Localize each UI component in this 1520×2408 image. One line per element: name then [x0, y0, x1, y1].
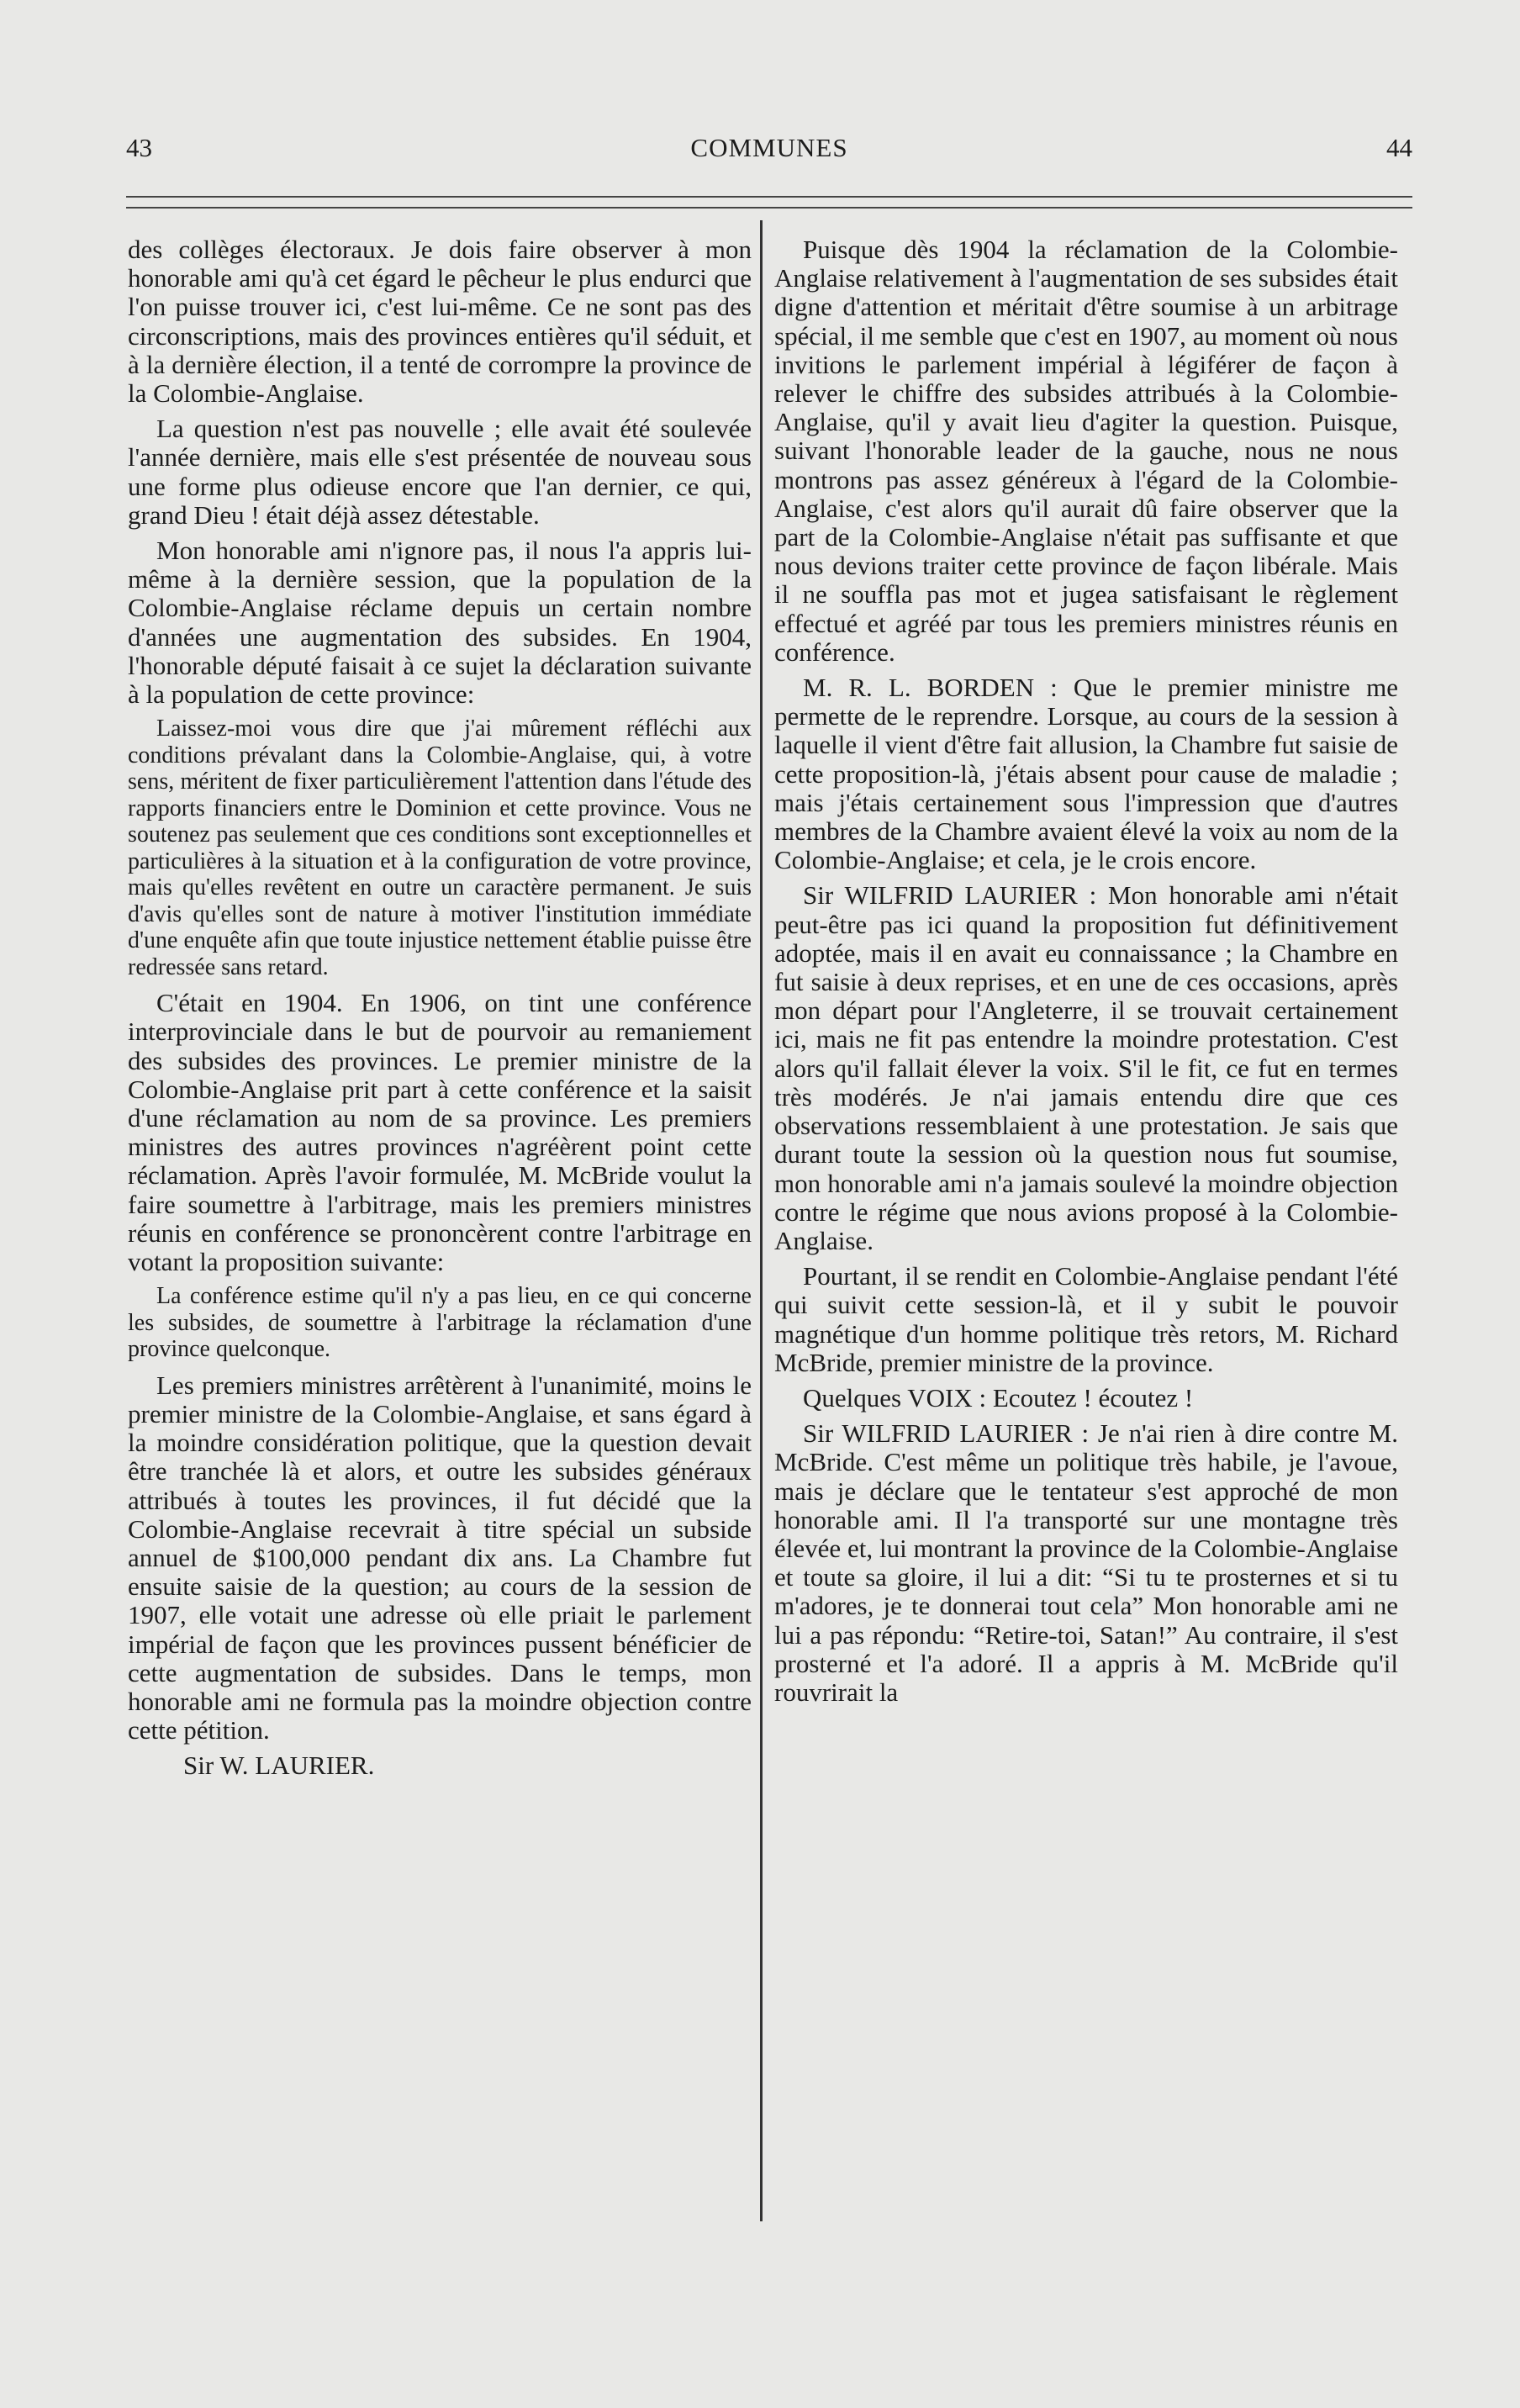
interjection: Quelques VOIX : Ecoutez ! écoutez ! — [803, 1382, 1194, 1413]
paragraph: Pourtant, il se rendit en Colombie-Anglaise pendant l'été qui suivit cette session-là, et il y subit le pouvoir magnétique d'un homme politique très retors, M. Richard McBride, premier ministre de la province. — [774, 1261, 1398, 1377]
paragraph: La question n'est pas nouvelle ; elle avait été soulevée l'année dernière, mais elle s'est présentée de nouveau sous une forme plus odieuse encore que l'an dernier, ce qui, grand Dieu ! était déjà assez détestable. — [128, 414, 752, 530]
page-header — [126, 126, 1412, 168]
quotation: Laissez-moi vous dire que j'ai mûrement réfléchi aux conditions prévalant dans la Colombie-Anglaise, qui, à votre sens, méritent de fixer particulièrement l'attention dans l'étude des rapports financiers entre le Dominion et cette province. Vous ne soutenez pas seulement que ces conditions sont exceptionnelles et particulières à la situation et à la configuration de votre province, mais qu'elles revêtent en outre un caractère permanent. Je suis d'avis qu'elles sont de nature à motiver l'institution immédiate d'une enquête afin que toute injustice nettement établie puisse être redressée sans retard. — [128, 716, 752, 980]
quotation: La conférence estime qu'il n'y a pas lieu, en ce qui concerne les subsides, de soumettre à l'arbitrage la réclamation d'une province quelconque. — [128, 1283, 752, 1363]
column-divider — [760, 220, 763, 2221]
paragraph: Mon honorable ami n'ignore pas, il nous l'a appris lui-même à la dernière session, que la population de la Colombie-Anglaise réclame depuis un certain nombre d'années une augmentation des subsides. En 1904, l'honorable député faisait à ce sujet la déclaration suivante à la population de cette province: — [128, 536, 752, 710]
right-column — [774, 235, 1398, 1714]
running-title: COMMUNES — [690, 133, 848, 162]
speech-laurier: Sir WILFRID LAURIER : Mon honorable ami n'était peut-être pas ici quand la proposition fut définitivement adoptée, mais il en avait eu connaissance ; la Chambre en fut saisie à deux reprises, et en une de ces occasions, après mon départ pour l'Angleterre, il se trouvait certainement ici, mais ne fit pas entendre la moindre protestation. C'est alors qu'il fallait élever la voix. S'il le fit, ce fut en termes très modérés. Je n'ai jamais entendu dire que ces observations ressemblaient à une protestation. Je sais que durant toute la session où la question nous fut soumise, mon honorable ami n'a jamais soulevé la moindre objection contre le régime que nous avions proposé à la Colombie-Anglaise. — [774, 880, 1398, 1255]
paragraph: C'était en 1904. En 1906, on tint une conférence interprovinciale dans le but de pourvoir au remaniement des subsides des provinces. Le premier ministre de la Colombie-Anglaise prit part à cette conférence et la saisit d'une réclamation au nom de sa province. Les premiers ministres des autres provinces n'agréèrent point cette réclamation. Après l'avoir formulée, M. McBride voulut la faire soumettre à l'arbitrage, mais les premiers ministres réunis en conférence se prononcèrent contre l'arbitrage en votant la proposition suivante: — [128, 988, 752, 1277]
speaker-attribution: Sir W. LAURIER. — [183, 1751, 375, 1781]
header-rule-bottom — [126, 207, 1412, 209]
paragraph: Puisque dès 1904 la réclamation de la Colombie-Anglaise relativement à l'augmentation de ses subsides était digne d'attention et méritait d'être soumise à un arbitrage spécial, il me semble que c'est en 1907, au moment où nous invitions le parlement impérial à légiférer de façon à relever le chiffre des subsides attribués à la Colombie-Anglaise, qu'il y avait lieu d'agiter la question. Puisque, suivant l'honorable leader de la gauche, nous ne nous montrons pas assez généreux à l'égard de la Colombie-Anglaise, c'est alors qu'il aurait dû faire observer que la part de la Colombie-Anglaise n'était pas suffisante et que nous devions traiter cette province de façon libérale. Mais il ne souffla pas mot et jugea satisfaisant le règlement effectué et agréé par tous les premiers ministres réunis en conférence. — [774, 235, 1398, 667]
speech-laurier: Sir WILFRID LAURIER : Je n'ai rien à dire contre M. McBride. C'est même un politique très habile, je l'avoue, mais je déclare que le tentateur s'est approché de mon honorable ami. Il l'a transporté sur une montagne très élevée et, lui montrant la province de la Colombie-Anglaise et toute sa gloire, il lui a dit: “Si tu te prosternes et si tu m'adores, je te donnerai tout cela” Mon honorable ami ne lui a pas répondu: “Retire-toi, Satan!” Au contraire, il s'est prosterné et l'a adoré. Il a appris à M. McBride qu'il rouvrirait la — [774, 1418, 1398, 1707]
header-rule-top — [126, 196, 1412, 198]
paragraph: Les premiers ministres arrêtèrent à l'unanimité, moins le premier ministre de la Colombie-Anglaise, et sans égard à la moindre considération politique, que la question devait être tranchée là et alors, et outre les subsides généraux attribués à toutes les provinces, il fut décidé que la Colombie-Anglaise recevrait à titre spécial un subside annuel de $100,000 pendant dix ans. La Chambre fut ensuite saisie de la question; au cours de la session de 1907, elle votait une adresse où elle priait le parlement impérial de façon que les provinces pussent bénéficier de cette augmentation de subsides. Dans le temps, mon honorable ami ne formula pas la moindre objection contre cette pétition. — [128, 1370, 752, 1745]
paragraph: des collèges électoraux. Je dois faire observer à mon honorable ami qu'à cet égard le pêcheur le plus endurci que l'on puisse trouver ici, c'est lui-même. Ce ne sont pas des circonscriptions, mais des provinces entières qu'il séduit, et à la dernière élection, il a tenté de corrompre la province de la Colombie-Anglaise. — [128, 235, 752, 409]
left-column — [128, 235, 752, 1788]
page-number-left: 43 — [126, 133, 152, 162]
speech-borden: M. R. L. BORDEN : Que le premier ministre me permette de le reprendre. Lorsque, au cours de la session à laquelle il vient d'être fait allusion, la Chambre fut saisie de cette proposition-là, j'étais absent pour cause de maladie ; mais j'étais certainement sous l'impression que d'autres membres de la Chambre avaient élevé la voix au nom de la Colombie-Anglaise; et cela, je le crois encore. — [774, 673, 1398, 875]
page-number-right: 44 — [1386, 133, 1412, 162]
